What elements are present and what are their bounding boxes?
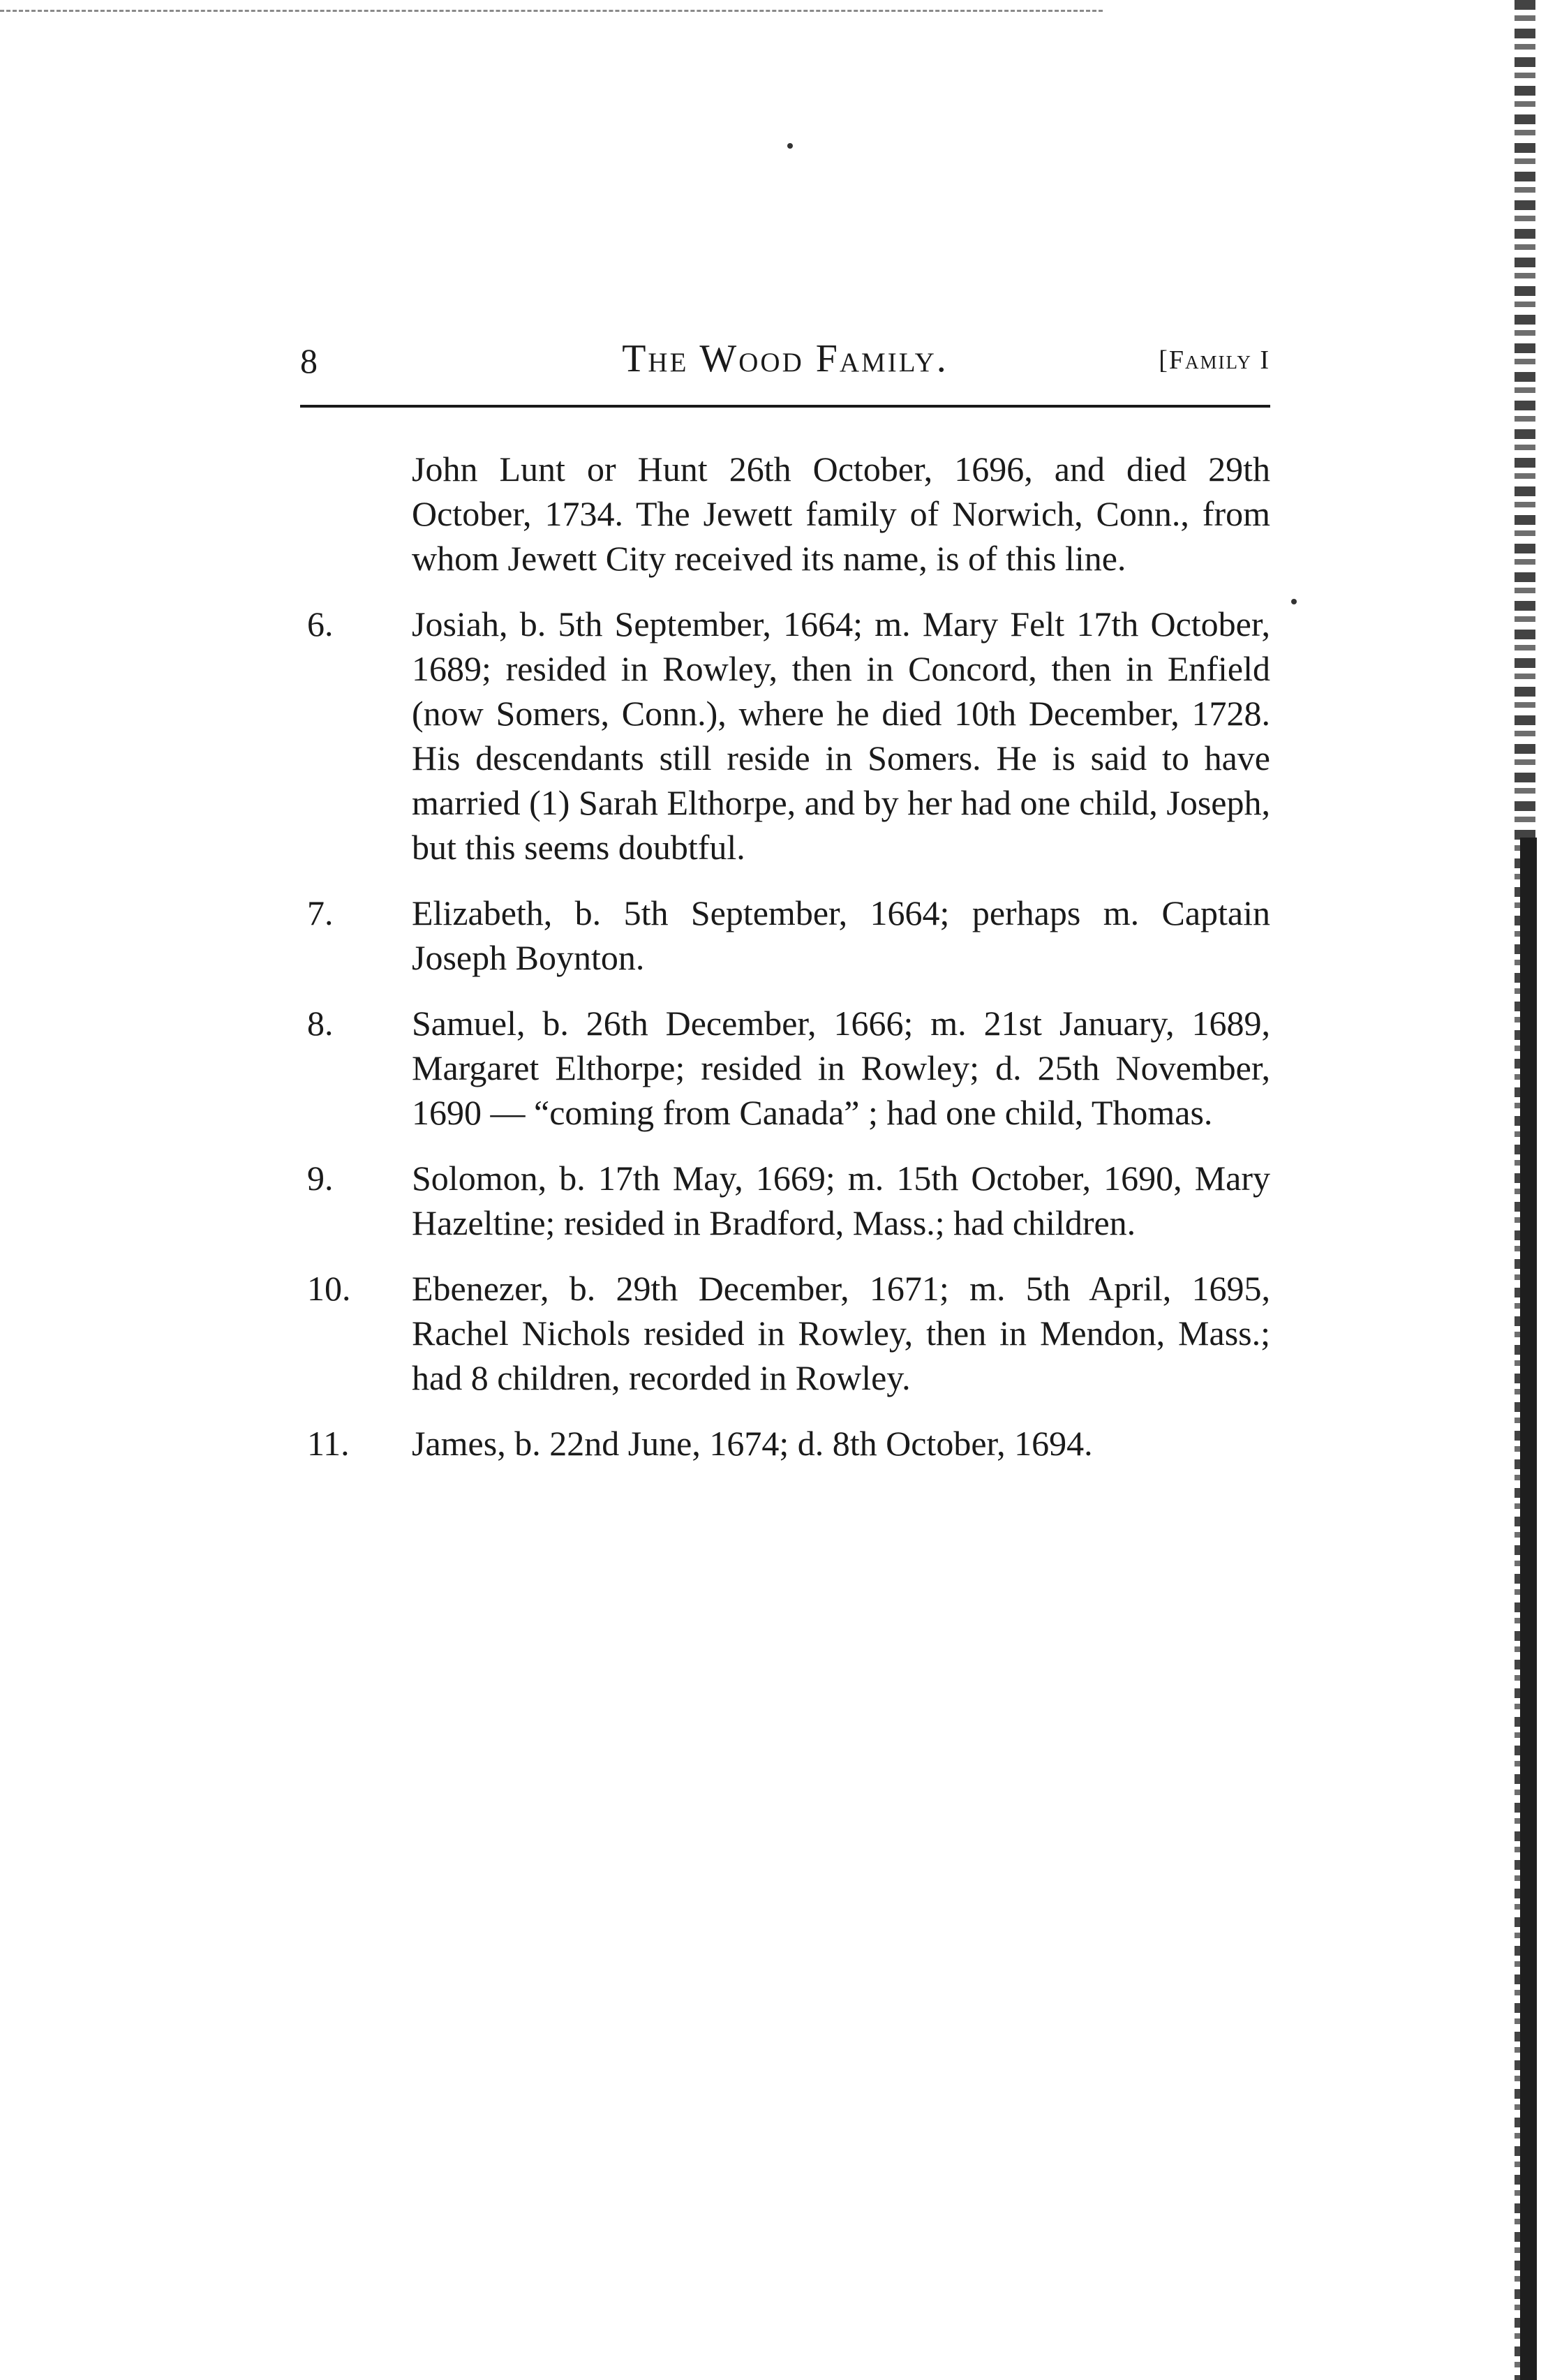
- entry-number: 8.: [307, 1004, 334, 1043]
- scan-page-edge-shadow: [1520, 838, 1537, 2380]
- header-rule: [300, 405, 1270, 408]
- scan-top-rule: [0, 10, 1103, 12]
- entry-number: 11.: [307, 1424, 350, 1463]
- genealogy-entry: [286, 891, 1270, 980]
- page-body: [286, 447, 1270, 1487]
- genealogy-entry: [286, 1421, 1270, 1466]
- genealogy-entry: [286, 1156, 1270, 1245]
- running-title: The Wood Family.: [622, 337, 948, 380]
- scan-speck: [1291, 599, 1297, 604]
- page-number: 8: [300, 341, 318, 380]
- entry-number: 9.: [307, 1159, 334, 1198]
- scan-speck: [787, 143, 793, 149]
- entry-text: Solomon, b. 17th May, 1669; m. 15th October, 1690, Mary Hazeltine; resided in Bradford, Mass.; had children.: [412, 1159, 1270, 1242]
- entry-text: Josiah, b. 5th September, 1664; m. Mary Felt 17th October, 1689; resided in Rowley, then in Concord, then in Enfield (now Somers, Conn.), where he died 10th December, 1728. His descendants still reside in Somers. He is said to have married (1) Sarah Elthorpe, and by her had one child, Joseph, but this seems doubtful.: [412, 604, 1270, 867]
- entry-text: Ebenezer, b. 29th December, 1671; m. 5th April, 1695, Rachel Nichols resided in Rowley, then in Mendon, Mass.; had 8 children, recorded in Rowley.: [412, 1269, 1270, 1397]
- genealogy-entry: [286, 602, 1270, 870]
- entry-text: James, b. 22nd June, 1674; d. 8th October, 1694.: [412, 1424, 1093, 1463]
- entry-number: 10.: [307, 1269, 351, 1308]
- continued-paragraph: John Lunt or Hunt 26th October, 1696, and died 29th October, 1734. The Jewett family of Norwich, Conn., from whom Jewett City received its name, is of this line.: [412, 449, 1270, 578]
- entry-text: Samuel, b. 26th December, 1666; m. 21st January, 1689, Margaret Elthorpe; resided in Rowley; d. 25th November, 1690 — “coming from Canada” ; had one child, Thomas.: [412, 1004, 1270, 1132]
- section-mark: [Family I: [1159, 345, 1270, 375]
- entry-number: 7.: [307, 893, 334, 932]
- running-header: [300, 321, 1270, 398]
- entry-number: 6.: [307, 604, 334, 644]
- genealogy-entry: [286, 1001, 1270, 1135]
- genealogy-entry: [286, 1266, 1270, 1400]
- entry-text: Elizabeth, b. 5th September, 1664; perhaps m. Captain Joseph Boynton.: [412, 893, 1270, 977]
